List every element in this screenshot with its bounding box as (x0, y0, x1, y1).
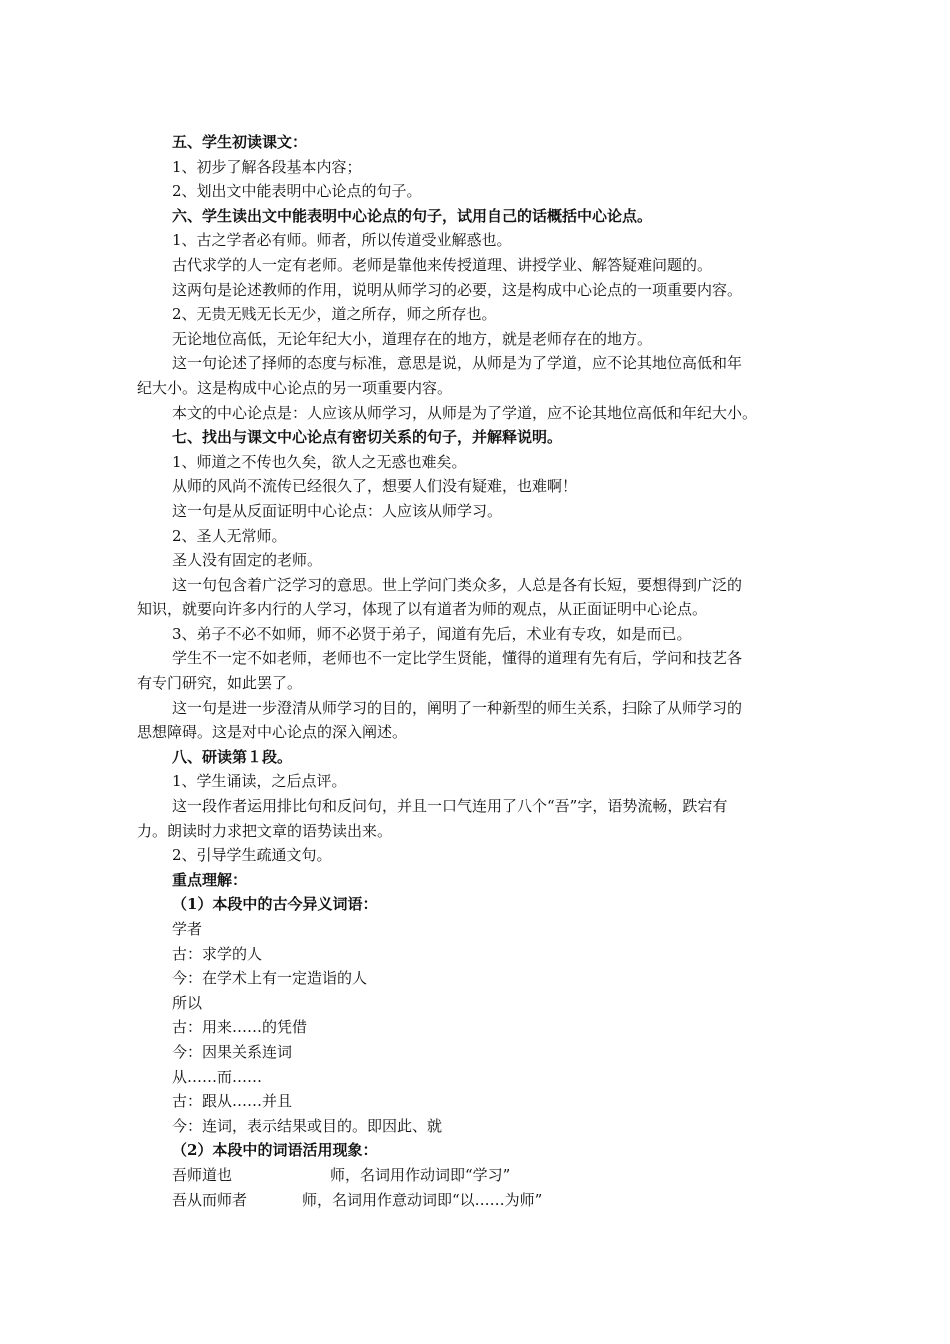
word-usage-row (172, 1163, 822, 1188)
usage-explanation: 师，名词用作意动词即“以……为师” (302, 1190, 543, 1209)
text-line: 圣人没有固定的老师。 (172, 551, 323, 570)
text-line: 无论地位高低，无论年纪大小，道理存在的地方，就是老师存在的地方。 (172, 329, 653, 348)
example-sentence: 吾从而师者 (172, 1190, 248, 1209)
text-line: 这一句是进一步澄清从师学习的目的，阐明了一种新型的师生关系，扫除了从师学习的 (172, 698, 743, 717)
text-line: 古：跟从……并且 (172, 1092, 293, 1111)
text-line: 这一段作者运用排比句和反问句，并且一口气连用了八个“吾”字，语势流畅，跌宕有 (172, 797, 728, 816)
text-line: 1、初步了解各段基本内容； (172, 157, 362, 176)
text-line: 所以 (172, 993, 203, 1012)
document-body (137, 130, 822, 1163)
text-line: 今：因果关系连词 (172, 1042, 293, 1061)
text-line: 2、圣人无常师。 (172, 526, 287, 545)
text-line: 知识，就要向许多内行的人学习，体现了以有道者为师的观点，从正面证明中心论点。 (137, 600, 708, 619)
text-line: 力。朗读时力求把文章的语势读出来。 (137, 821, 393, 840)
document-page (137, 130, 822, 1212)
text-line: 1、古之学者必有师。师者，所以传道受业解惑也。 (172, 231, 512, 250)
text-line: 古：求学的人 (172, 944, 263, 963)
section-heading: （1）本段中的古今异义词语： (172, 895, 378, 914)
text-line: 古代求学的人一定有老师。老师是靠他来传授道理、讲授学业、解答疑难问题的。 (172, 255, 713, 274)
text-line: 学者 (172, 920, 203, 938)
text-line: 这两句是论述教师的作用，说明从师学习的必要，这是构成中心论点的一项重要内容。 (172, 280, 743, 299)
text-line: 纪大小。这是构成中心论点的另一项重要内容。 (137, 378, 453, 397)
section-heading: 六、学生读出文中能表明中心论点的句子，试用自己的话概括中心论点。 (172, 206, 653, 225)
section-heading: 八、研读第１段。 (172, 747, 293, 766)
text-line: 这一句是从反面证明中心论点：人应该从师学习。 (172, 501, 503, 520)
text-line: 古：用来……的凭借 (172, 1018, 308, 1037)
text-line: 2、引导学生疏通文句。 (172, 846, 332, 865)
text-line: 今：在学术上有一定造诣的人 (172, 969, 368, 988)
usage-explanation: 师，名词用作动词即“学习” (330, 1165, 511, 1184)
text-line: 这一句论述了择师的态度与标准，意思是说，从师是为了学道，应不论其地位高低和年 (172, 354, 743, 373)
text-line: 1、师道之不传也久矣，欲人之无惑也难矣。 (172, 452, 467, 471)
section-heading: 七、找出与课文中心论点有密切关系的句子，并解释说明。 (172, 428, 563, 447)
text-line: 本文的中心论点是：人应该从师学习，从师是为了学道，应不论其地位高低和年纪大小。 (172, 403, 758, 422)
text-line: 2、划出文中能表明中心论点的句子。 (172, 182, 422, 201)
section-heading: 重点理解： (172, 870, 248, 889)
text-line: 有专门研究，如此罢了。 (137, 674, 303, 693)
example-sentence: 吾师道也 (172, 1165, 233, 1184)
text-line: 2、无贵无贱无长无少，道之所存，师之所存也。 (172, 305, 497, 324)
section-heading: 五、学生初读课文： (172, 133, 308, 151)
word-usage-row (172, 1188, 822, 1213)
text-line: 思想障碍。这是对中心论点的深入阐述。 (137, 723, 408, 742)
text-line: 从师的风尚不流传已经很久了，想要人们没有疑难，也难啊！ (172, 477, 578, 496)
text-line: 这一句包含着广泛学习的意思。世上学问门类众多，人总是各有长短，要想得到广泛的 (172, 575, 743, 594)
text-line: 学生不一定不如老师，老师也不一定比学生贤能，懂得的道理有先有后，学问和技艺各 (172, 649, 743, 668)
text-line: 从……而…… (172, 1067, 263, 1086)
text-line: 1、学生诵读，之后点评。 (172, 772, 347, 791)
word-usage-list (172, 1163, 822, 1212)
text-line: 今：连词，表示结果或目的。即因此、就 (172, 1116, 443, 1135)
section-heading: （2）本段中的词语活用现象： (172, 1141, 378, 1160)
text-line: 3、弟子不必不如师，师不必贤于弟子，闻道有先后，术业有专攻，如是而已。 (172, 624, 692, 643)
